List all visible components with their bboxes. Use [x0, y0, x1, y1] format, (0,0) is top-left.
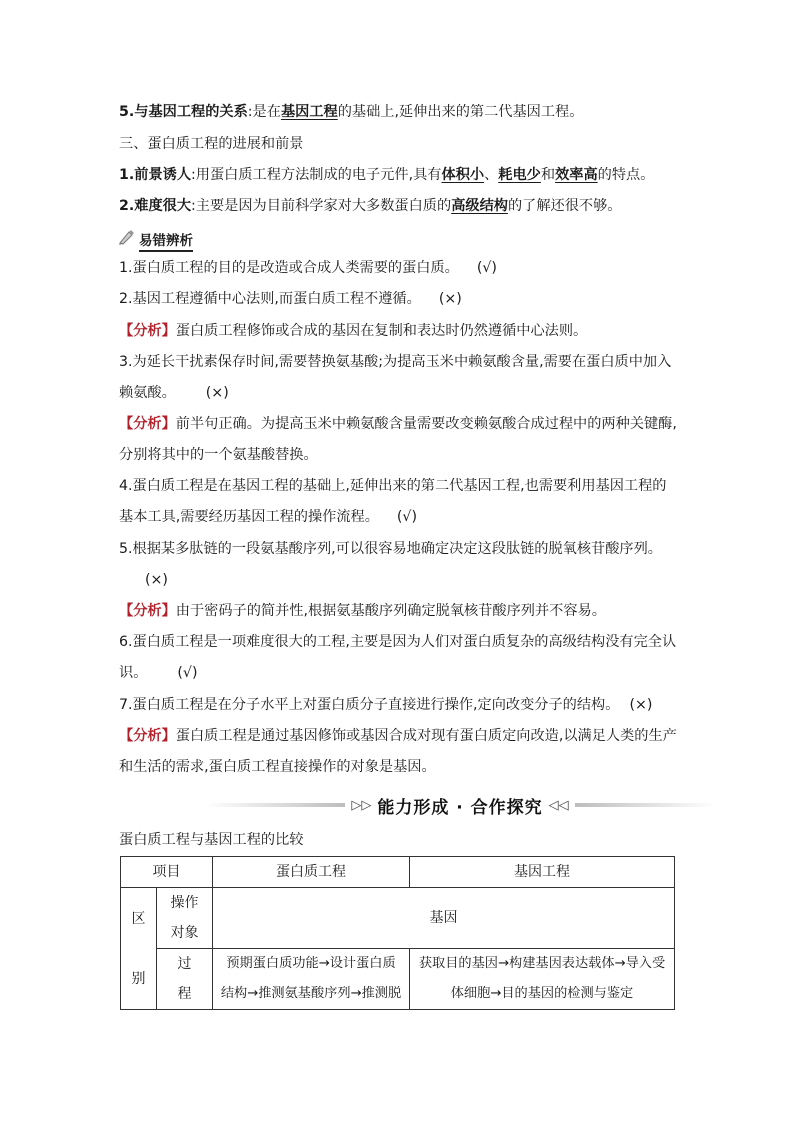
table-row: [121, 949, 675, 1010]
banner-title: 能力形成 · 合作探究: [377, 797, 543, 818]
double-arrow-left-icon: ◁◁: [548, 797, 569, 813]
cross-mark: (×): [629, 697, 653, 713]
section-banner: [205, 792, 715, 818]
analysis-7-cont: 和生活的需求,蛋白质工程直接操作的对象是基因。: [119, 759, 436, 775]
section-three-title: 三、蛋白质工程的进展和前景: [119, 136, 304, 152]
analysis-tag: 【分析】: [119, 603, 176, 619]
item-1: 1.蛋白质工程的目的是改造或合成人类需要的蛋白质。 (√): [119, 260, 497, 276]
item-7: 7.蛋白质工程是在分子水平上对蛋白质分子直接进行操作,定向改变分子的结构。 (×): [119, 697, 653, 713]
operation-object-label: 操作 对象: [157, 888, 213, 949]
item-5: 5.根据某多肽链的一段氨基酸序列,可以很容易地确定决定这段肽链的脱氧核苷酸序列。: [119, 541, 662, 557]
relation-label: 与基因工程的关系: [134, 104, 248, 120]
check-mark: (√): [476, 260, 497, 276]
comparison-table: [120, 856, 675, 1010]
item-4-cont: 基本工具,需要经历基因工程的操作流程。 (√): [119, 509, 418, 525]
process-protein-engineering: 预期蛋白质功能→设计蛋白质 结构→推测氨基酸序列→推测脱: [213, 949, 410, 1010]
analysis-tag: 【分析】: [119, 323, 176, 339]
relation-paragraph: 5.与基因工程的关系:是在基因工程的基础上,延伸出来的第二代基因工程。: [119, 104, 584, 120]
cross-mark: (×): [438, 291, 462, 307]
analysis-3: 【分析】前半句正确。为提高玉米中赖氨酸含量需要改变赖氨酸合成过程中的两种关键酶,: [119, 416, 677, 432]
process-label: 过 程: [157, 949, 213, 1010]
analysis-5: 【分析】由于密码子的简并性,根据氨基酸序列确定脱氧核苷酸序列并不容易。: [119, 603, 606, 619]
header-item: 项目: [121, 857, 213, 888]
difficulty-paragraph: 2.难度很大:主要是因为目前科学家对大多数蛋白质的高级结构的了解还很不够。: [119, 198, 622, 214]
operation-object-value: 基因: [213, 888, 675, 949]
analysis-2: 【分析】蛋白质工程修饰或合成的基因在复制和表达时仍然遵循中心法则。: [119, 323, 588, 339]
item-2: 2.基因工程遵循中心法则,而蛋白质工程不遵循。 (×): [119, 291, 462, 307]
banner-bar-left: [205, 803, 345, 807]
table-caption: 蛋白质工程与基因工程的比较: [119, 832, 304, 848]
header-protein-engineering: 蛋白质工程: [213, 857, 410, 888]
analysis-tag: 【分析】: [119, 416, 176, 432]
header-gene-engineering: 基因工程: [410, 857, 675, 888]
check-mark: (√): [177, 665, 198, 681]
banner-bar-right: [575, 803, 715, 807]
prospect-paragraph: 1.前景诱人:用蛋白质工程方法制成的电子元件,具有体积小、耗电少和效率高的特点。: [119, 167, 655, 183]
item-6-cont: 识。 (√): [119, 665, 198, 681]
item-6: 6.蛋白质工程是一项难度很大的工程,主要是因为人们对蛋白质复杂的高级结构没有完全认: [119, 634, 677, 650]
item-4: 4.蛋白质工程是在基因工程的基础上,延伸出来的第二代基因工程,也需要利用基因工程的: [119, 478, 667, 494]
cross-mark: (×): [205, 385, 229, 401]
analysis-7: 【分析】蛋白质工程是通过基因修饰或基因合成对现有蛋白质定向改造,以满足人类的生产: [119, 728, 677, 744]
check-mark: (√): [396, 509, 418, 525]
table-row: [121, 888, 675, 949]
double-arrow-right-icon: ▷▷: [351, 797, 372, 813]
cross-mark: (×): [145, 572, 168, 588]
analysis-3-cont: 分别将其中的一个氨基酸替换。: [119, 447, 318, 463]
item-3-cont: 赖氨酸。 (×): [119, 385, 229, 401]
process-gene-engineering: 获取目的基因→构建基因表达载体→导入受 体细胞→目的基因的检测与鉴定: [410, 949, 675, 1010]
pen-icon: [117, 228, 135, 250]
item-3: 3.为延长干扰素保存时间,需要替换氨基酸;为提高玉米中赖氨酸含量,需要在蛋白质中加入: [119, 354, 672, 370]
difference-cell: 区 别: [121, 888, 157, 1010]
table-header-row: [121, 857, 675, 888]
error-analysis-heading: [117, 228, 193, 250]
error-analysis-title: 易错辨析: [139, 229, 193, 249]
analysis-tag: 【分析】: [119, 728, 176, 744]
